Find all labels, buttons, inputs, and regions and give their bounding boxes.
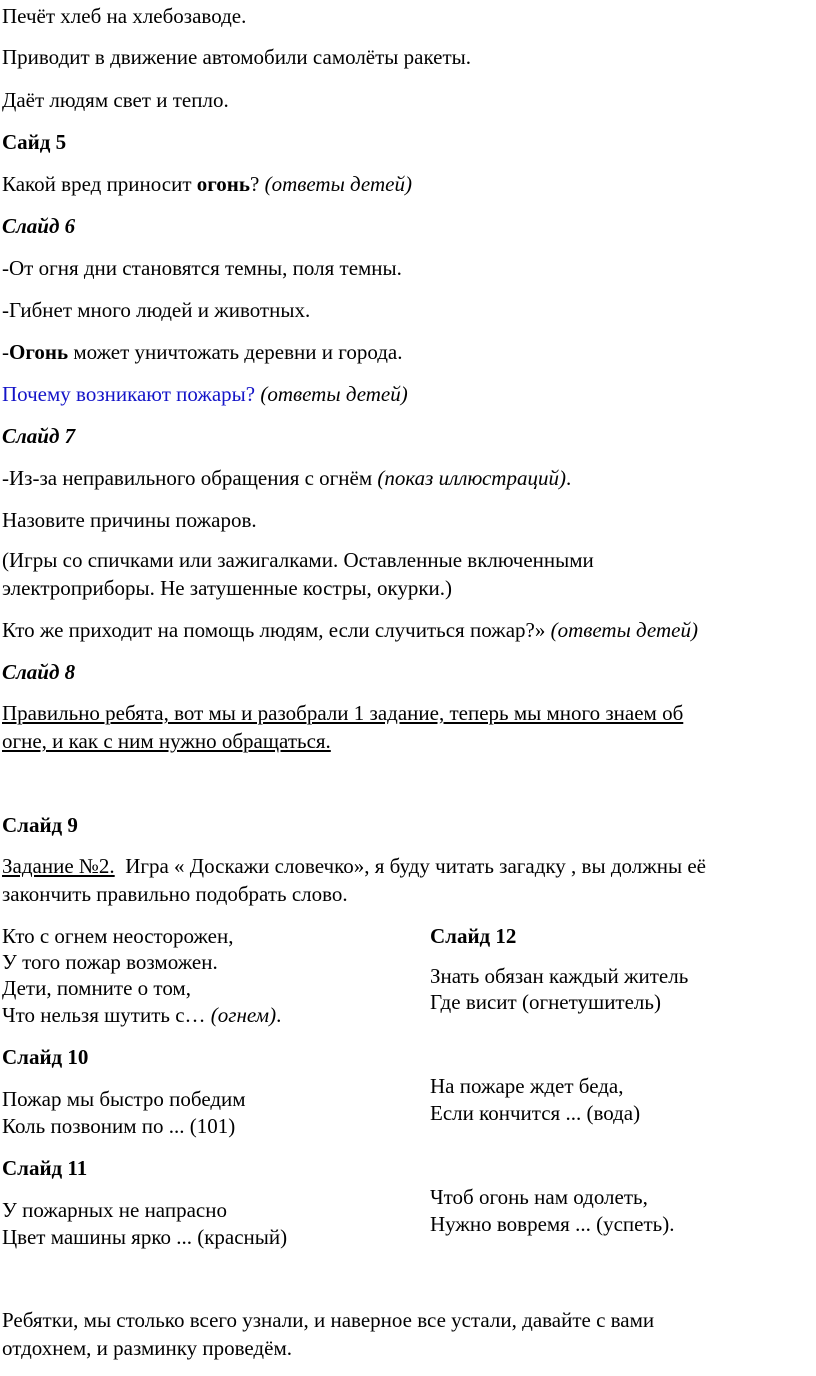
text-line: Ребятки, мы столько всего узнали, и наверное все устали, давайте с вами xyxy=(2,1308,655,1332)
heading-slide-11: Слайд 11 xyxy=(2,1156,88,1180)
text-span: ? xyxy=(250,172,265,196)
task-label: Задание №2. xyxy=(2,854,115,878)
text-span: . xyxy=(276,1003,282,1027)
poem-line: Чтоб огонь нам одолеть, xyxy=(430,1185,648,1209)
text-span: может уничтожать деревни и города. xyxy=(68,340,403,364)
poem-line xyxy=(2,1001,281,1029)
text-line: электроприборы. Не затушенные костры, окурки.) xyxy=(2,576,453,600)
text-span: Кто же приходит на помощь людям, если случиться пожар?» xyxy=(2,618,551,642)
italic-note: (ответы детей) xyxy=(255,382,408,406)
poem-line: У пожарных не напрасно xyxy=(2,1198,227,1222)
underlined-line: огне, и как с ним нужно обращаться. xyxy=(2,729,331,753)
italic-note: (ответы детей) xyxy=(264,172,412,196)
heading-slide-5: Сайд 5 xyxy=(2,130,67,154)
text-line: (Игры со спичками или зажигалками. Оставленные включенными xyxy=(2,548,594,572)
text-line: отдохнем, и разминку проведём. xyxy=(2,1336,292,1360)
text-line: Даёт людям свет и тепло. xyxy=(2,88,229,112)
question-line xyxy=(2,380,408,408)
poem-line: Где висит (огнетушитель) xyxy=(430,990,661,1014)
underlined-line: Правильно ребята, вот мы и разобрали 1 задание, теперь мы много знаем об xyxy=(2,701,684,725)
task-line xyxy=(2,852,706,880)
text-line: -От огня дни становятся темны, поля темны. xyxy=(2,256,402,280)
text-line: Приводит в движение автомобили самолёты ракеты. xyxy=(2,45,472,69)
text-span: - xyxy=(2,340,9,364)
poem-line: Нужно вовремя ... (успеть). xyxy=(430,1212,675,1236)
poem-line: Цвет машины ярко ... (красный) xyxy=(2,1225,288,1249)
poem-line: Знать обязан каждый житель xyxy=(430,964,689,988)
heading-slide-7: Слайд 7 xyxy=(2,424,76,448)
poem-line: У того пожар возможен. xyxy=(2,950,218,974)
text-span: Игра « Доскажи словечко», я буду читать загадку , вы должны её xyxy=(114,854,706,878)
italic-note: (огнем) xyxy=(210,1003,277,1027)
text-line xyxy=(2,464,571,492)
question-line xyxy=(2,170,412,198)
text-span: Что нельзя шутить с… xyxy=(2,1003,211,1027)
text-line: закончить правильно подобрать слово. xyxy=(2,882,348,906)
poem-line: Если кончится ... (вода) xyxy=(430,1101,641,1125)
text-line: Назовите причины пожаров. xyxy=(2,508,257,532)
heading-slide-9: Слайд 9 xyxy=(2,813,78,837)
text-span: -Из-за неправильного обращения с огнём xyxy=(2,466,378,490)
text-span: Какой вред приносит xyxy=(2,172,197,196)
text-line: Печёт хлеб на хлебозаводе. xyxy=(2,4,247,28)
text-span: . xyxy=(565,466,572,490)
poem-line: На пожаре ждет беда, xyxy=(430,1074,624,1098)
text-line xyxy=(2,338,402,366)
poem-line: Кто с огнем неосторожен, xyxy=(2,924,234,948)
poem-line: Коль позвоним по ... (101) xyxy=(2,1114,236,1138)
heading-slide-6: Слайд 6 xyxy=(2,214,76,238)
italic-note: (ответы детей) xyxy=(550,618,698,642)
blue-question: Почему возникают пожары? xyxy=(2,382,256,406)
heading-slide-8: Слайд 8 xyxy=(2,660,76,684)
bold-word: Огонь xyxy=(9,340,69,364)
text-line: -Гибнет много людей и животных. xyxy=(2,298,311,322)
poem-line: Пожар мы быстро победим xyxy=(2,1087,246,1111)
question-line xyxy=(2,616,698,644)
heading-slide-12: Слайд 12 xyxy=(430,924,517,948)
italic-note: (показ иллюстраций) xyxy=(377,466,566,490)
bold-word: огонь xyxy=(196,172,251,196)
heading-slide-10: Слайд 10 xyxy=(2,1045,89,1069)
poem-line: Дети, помните о том, xyxy=(2,976,191,1000)
